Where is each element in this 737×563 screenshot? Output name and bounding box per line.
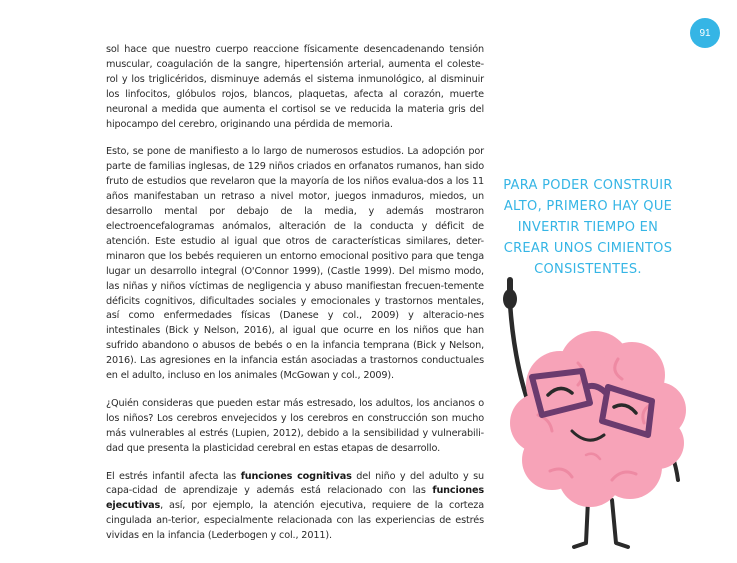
paragraph [106, 397, 484, 457]
brain-body [510, 331, 686, 507]
text-segment: sol hace que nuestro cuerpo reaccione físicamente desencadenando tensión muscular, coagulación de la sangre, hipertensión arterial, aumenta el coleste-rol y los triglicéridos, disminuye además el sistema inmunológico, al disminuir los linfocitos, glóbulos rojos, blancos, plaquetas, afecta al corazón, muerte neuronal a medida que aumenta el cortisol se ve reducida la materia gris del hipocampo del cerebro, originando una pérdida de memoria. [106, 44, 484, 130]
pointing-hand-icon [503, 277, 517, 309]
body-text [106, 43, 484, 557]
bold-term: funciones cognitivas [240, 470, 352, 482]
paragraph [106, 145, 484, 384]
brain-right-leg [612, 500, 628, 547]
page-number: 91 [699, 27, 711, 39]
text-segment: del niño y del adulto y su capa-cidad de aprendizaje y además está relacionado con las [106, 470, 484, 497]
pull-quote: PARA PODER CONSTRUIR ALTO, PRIMERO HAY QUE INVERTIR TIEMPO EN CREAR UNOS CIMIENTOS CONSISTENTES. [503, 178, 673, 277]
text-segment: El estrés infantil afecta las [106, 470, 241, 482]
text-segment: Esto, se pone de manifiesto a lo largo de numerosos estudios. La adopción por parte de familias inglesas, de 129 niños criados en orfanatos rumanos, han sido fruto de estudios que revelaron que la mayoría de los niños evalua-dos a los 11 años manifestaban un retraso a nivel motor, juegos inmaduros, miedos, un desarrollo mental por debajo de la media, y además mostraron electroencefalogramas anómalos, alteración de la conducta y déficit de atención. Este estudio al igual que otros de características similares, deter-minaron que los bebés requieren un entorno emocional positivo para que tenga lugar un desarrollo integral (O'Connor 1999), (Castle 1999). Del mismo modo, las niñas y niños víctimas de negligencia y abuso manifiestan frecuen-temente déficits cognitivos, dificultades sociales y emocionales y trastornos mentales, así como enfermedades físicas (Danese y col., 2009) y alteracio-nes intestinales (Bick y Nelson, 2016), al igual que ocurre en los niños que han sufrido abandono o abusos de bebés o en la infancia temprana (Bick y Nelson, 2016). Las agresiones en la infancia están asociadas a trastornos conductuales en el adulto, incluso en los animales (McGowan y col., 2009). [106, 146, 484, 382]
text-segment: ¿Quién consideras que pueden estar más estresado, los adultos, los ancianos o los niños? Los cerebros envejecidos y los cerebros en construcción son mucho más vulnerables al estrés (Lupien, 2012), debido a la sensibilidad y vulnerabili-dad que presenta la plasticidad cerebral en estas etapas de desarrollo. [106, 397, 484, 454]
brain-left-leg [574, 500, 588, 547]
bold-term: funciones ejecutivas [106, 485, 484, 512]
brain-mascot-illustration [490, 275, 690, 560]
page-number-badge [690, 18, 720, 48]
paragraph [106, 470, 484, 545]
paragraph [106, 43, 484, 132]
text-segment: , así, por ejemplo, la atención ejecutiva, requiere de la corteza cingulada an-terior, especialmente relacionada con las experiencias de estrés vividas en la infancia (Lederbogen y col., 2011). [106, 500, 484, 542]
